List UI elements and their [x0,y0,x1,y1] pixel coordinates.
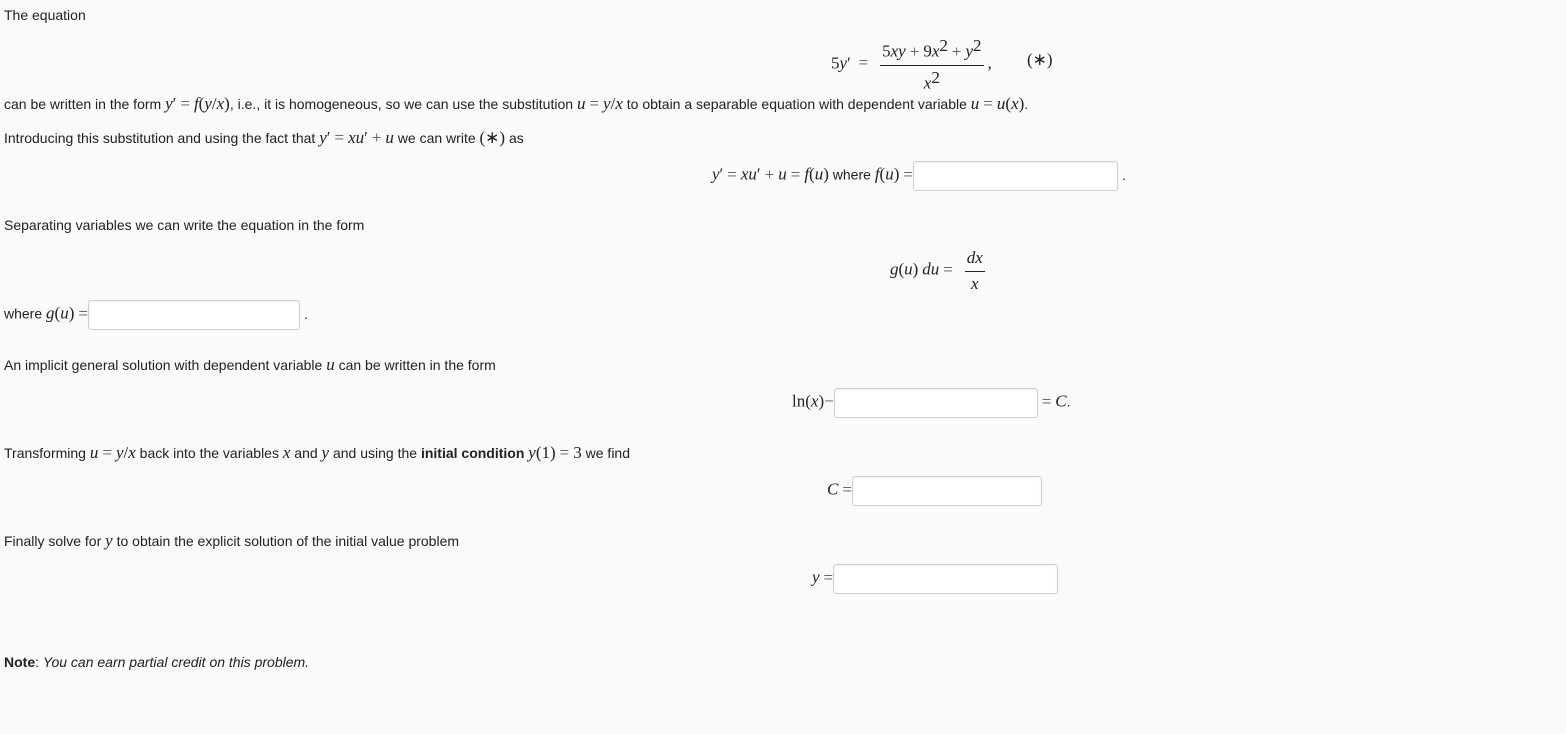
f-u-answer-input[interactable] [913,161,1118,191]
c-row: C = [827,476,1042,506]
c-answer-input[interactable] [852,476,1042,506]
y-answer-input[interactable] [833,564,1058,594]
g-u-row: where g(u) = . [4,300,308,330]
intro-text: The equation [4,7,86,23]
equation-label-star: (∗) [1027,50,1053,69]
initial-condition-text: Transforming u = y/x back into the variables x and y and using the initial condition y(1) = 3 we find [4,443,630,462]
partial-credit-note: Note: You can earn partial credit on this problem. [4,654,310,670]
implicit-equation: ln(x)− = C. [792,388,1071,418]
main-equation: 5y′ = $\frac{5xy + 9x^2 + y^2}{x^2}$ , [831,36,992,93]
y-row: y = [812,564,1058,594]
separating-text: Separating variables we can write the equation in the form [4,217,365,233]
implicit-answer-input[interactable] [834,388,1038,418]
explicit-text: Finally solve for y to obtain the explicit solution of the initial value problem [4,531,460,550]
f-u-equation: y′ = xu′ + u = f(u) where f(u) = . [712,161,1126,191]
substitution-text: Introducing this substitution and using the fact that y′ = xu′ + u we can write (∗) as [4,128,524,147]
homogeneous-text: can be written in the form y′ = f(y/x), i.e., it is homogeneous, so we can use the substitution u = y/x to obtain a separable equation with dependent variable u = u(x). [4,94,1029,113]
g-u-answer-input[interactable] [88,300,300,330]
separated-equation: g(u) du = $\frac{dx}{x}$ [890,248,983,293]
implicit-text: An implicit general solution with dependent variable u can be written in the form [4,355,496,374]
